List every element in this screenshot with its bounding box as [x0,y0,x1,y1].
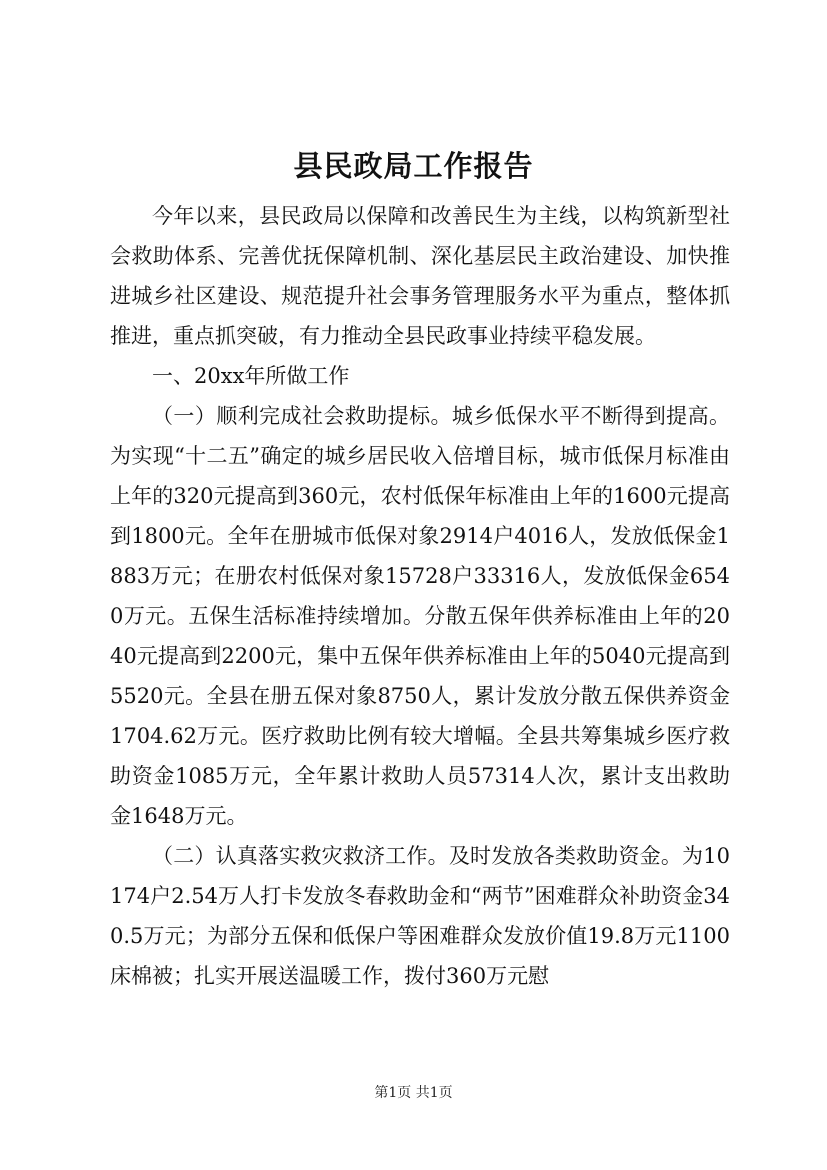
document-title: 县民政局工作报告 [293,149,534,183]
intro-paragraph: 今年以来，县民政局以保障和改善民生为主线，以构筑新型社会救助体系、完善优抚保障机制、深化基层民主政治建设、加快推进城乡社区建设、规范提升社会事务管理服务水平为重点，整体抓推进，重点抓突破，有力推动全县民政事业持续平稳发展。 [110,204,730,348]
section-heading: 一、20xx年所做工作 [152,364,350,388]
page-footer: 第1页 共1页 [374,1085,453,1101]
subsection-paragraph-2: （二）认真落实救灾救济工作。及时发放各类救助资金。为10174户2.54万人打卡发放冬春救助金和“两节”困难群众补助资金340.5万元；为部分五保和低保户等困难群众发放价值19.8万元1100床棉被；扎实开展送温暖工作，拨付360万元慰 [110,844,730,988]
document-body [110,196,730,996]
subsection-paragraph-1: （一）顺利完成社会救助提标。城乡低保水平不断得到提高。为实现“十二五”确定的城乡居民收入倍增目标，城市低保月标准由上年的320元提高到360元，农村低保年标准由上年的1600元提高到1800元。全年在册城市低保对象2914户4016人，发放低保金1883万元；在册农村低保对象15728户33316人，发放低保金6540万元。五保生活标准持续增加。分散五保年供养标准由上年的2040元提高到2200元，集中五保年供养标准由上年的5040元提高到5520元。全县在册五保对象8750人，累计发放分散五保供养资金1704.62万元。医疗救助比例有较大增幅。全县共筹集城乡医疗救助资金1085万元，全年累计救助人员57314人次，累计支出救助金1648万元。 [110,404,730,828]
